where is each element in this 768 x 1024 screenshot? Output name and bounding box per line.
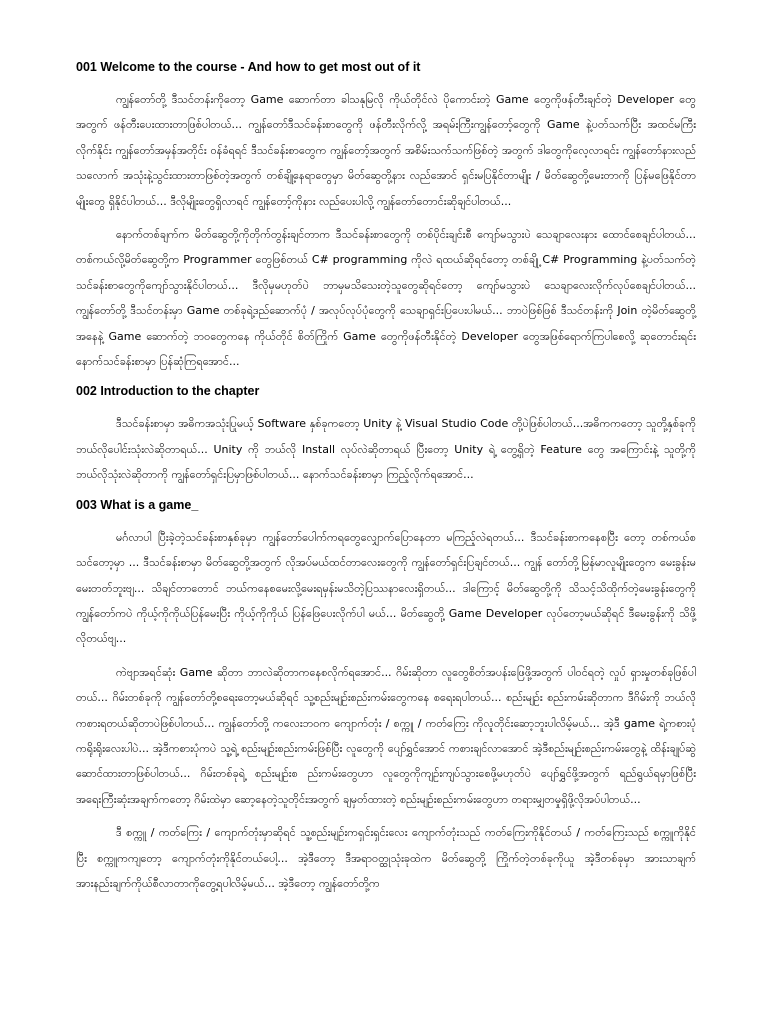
paragraph: ဒီသင်ခန်းစာမှာ အဓိကအသုံးပြုမယ့် Software နှစ်ခုကတော့ Unity နဲ့ Visual Studio Code တို့ပဲဖြစ်ပါတယ်...အဓိကကတော့ သူတို့နှစ်ခုကို ဘယ်လိုပေါင်းသုံးလဲဆိုတာရယ်... Unity ကို ဘယ်လို Install လုပ်လဲဆိုတာရယ် ပြီးတော့ Unity ရဲ့ တွေ့ရှိတဲ့ Feature တွေ အကြောင်းနဲ့ သူတို့ကိုဘယ်လိုသုံးလဲဆိုတာကို ကျွန်တော်ရှင်းပြမှာဖြစ်ပါတယ်... နောက်သင်ခန်းစာမှာ ကြည့်လိုက်ရအောင်... xyxy=(76,417,696,482)
paragraph: ကျွန်တော်တို့ ဒီသင်တန်းကိုတော့ Game ဆောက်တာ ခါသနုမြလို ကိုယ်တိုင်လဲ ပိုကောင်းတဲ့ Game တွေကိုဖန်တီးချင်တဲ့ Developer တွေအတွက် ဖန်တီးပေးထားတာဖြစ်ပါတယ်... ကျွန်တော်ဒီသင်ခန်းစာတွေကို ဖန်တီးလိုက်လို့ အရမ်းကြီးကျွန်တော့်တွေကို Game နဲ့ပတ်သက်ပြီး အထင်မကြီးလိုက်နိုင်း ကျွန်တော်အမှန်အတိုင်း ဝန်ခံရရင် ဒီသင်ခန်းစာတွေက ကျွန်တော့်အတွက် အစိမ်းသက်သက်ဖြစ်တဲ့ အတွက် ဒါတွေကိုလေ့လာရင်း ကျွန်တော်နားလည်သလောက် အသုံးနဲ့သွင်းထားတာဖြစ်တဲ့အတွက် တစ်ချို့နေရာတွေမှာ မိတ်ဆွေတို့နား လည်အောင် ရှင်းမပြနိုင်တာမျိုး / မိတ်ဆွေတို့မေးတာကို ပြန်မဖြေနိုင်တာမျိုးတွေ ရှိနိုင်ပါတယ်... ဒီလိုမျိုးတွေရှိလာရင် ကျွန်တော့်ကိုနား လည်ပေးပါလို့ ကျွန်တော်တောင်းဆိုချင်ပါတယ်... xyxy=(76,93,696,208)
section-welcome xyxy=(76,58,696,374)
section-what-is-a-game xyxy=(76,496,696,897)
paragraph: နောက်တစ်ချက်က မိတ်ဆွေတို့ကိုတိုက်တွန်းချင်တာက ဒီသင်ခန်းစာတွေကို တစ်ပိုင်းချင်းစီ ကျော်မသွားပဲ သေချာလေးနား ထောင်စေချင်ပါတယ်... တစ်ကယ်လို့မိတ်ဆွေတို့က Programmer တွေဖြစ်တယ် C# programming ကိုလဲ ရထယ်ဆိုရင်တော့ တစ်ချို့ C# Programming နဲ့ပတ်သက်တဲ့သင်ခန်းစာတွေကိုကျော်သွားနိုင်ပါတယ်... ဒီလိုမှမဟုတ်ပဲ ဘာမှမသိသေးတဲ့သူတွေဆိုရင်တော့ ကျော်မသွားပဲ သေချာလေးလိုက်လုပ်စေချင်ပါတယ်... ကျွန်တော်တို့ ဒီသင်တန်းမှာ Game တစ်ခုရဲ့ဒည်ဆောက်ပုံ / အလုပ်လုပ်ပုံတွေကို သေချာရှင်းပြပေးပါမယ်... ဘာပဲဖြစ်ဖြစ် ဒီသင်တန်းကို Join တဲ့မိတ်ဆွေတို့အနေနဲ့ Game ဆောက်တဲ့ ဘဝတွေကနေ ကိုယ်တိုင် စိတ်ကြိုက် Game တွေကိုဖန်တီးနိုင်တဲ့ Developer တွေအဖြစ်ရောက်ကြပါစေလို့ ဆုတောင်းရင်း နောက်သင်ခန်းစာမှာ ပြန်ဆုံကြရအောင်... xyxy=(76,228,696,369)
section-heading: 003 What is a game_ xyxy=(76,497,199,512)
section-introduction xyxy=(76,382,696,487)
section-heading: 002 Introduction to the chapter xyxy=(76,384,260,399)
section-heading: 001 Welcome to the course - And how to get most out of it xyxy=(76,60,421,74)
paragraph: ဒီ စက္ကူ / ကတ်ကြေး / ကျောက်တုံးမှာဆိုရင် သူ့စည်းမျဉ်းကရှင်းရှင်းလေး ကျောက်တုံးသည် ကတ်ကြေးကိုနိုင်တယ် / ကတ်ကြေးသည် စက္ကူကိုနိုင်ပြီး စက္ကူကကျတော့ ကျောက်တုံးကိုနိုင်တယ်ပေါ့... အဲ့ဒီတော့ ဒီအရာဝတ္ထုသုံးခုထဲက မိတ်ဆွေတို့ ကြိုက်တဲ့တစ်ခုကိုယူ အဲ့ဒီတစ်ခုမှာ အားသာချက် အားနည်းချက်ကိုယ်စီလာတာကိုတွေ့ရပါလိမ့်မယ်... အဲ့ဒီတော့ ကျွန်တော်တို့က xyxy=(76,826,696,890)
paragraph: မင်္ဂလာပါ ပြီးခဲ့တဲ့သင်ခန်းစာနှစ်ခုမှာ ကျွန်တော်ပေါက်ကရတွေလျှောက်ပြောနေတာ မကြည့်လဲရတယ်... ဒီသင်ခန်းစာကနေစပြီး တော့ တစ်ကယ်စသင်တော့မှာ ... ဒီသင်ခန်းစာမှာ မိတ်ဆွေတို့အတွက် လိုအပ်မယ်ထင်တာလေးတွေကို ကျွန်တော်ရှင်းပြချင်တယ်... ကျွန် တော်တို့မြန်မာလူမျိုးတွေက မေးခွန်းမမေးတတ်ဘူးဗျ... သိချင်တာတောင် ဘယ်ကနေစမေးလို့မေးရမှန်းမသိတဲ့ပြဿနာလေးရှိတယ်... ဒါကြောင့် မိတ်ဆွေတို့ကို သိသင့်သိထိုက်တဲ့မေးခွန်းတွေကို ကျွန်တော်ကပဲ ကိုယ့်ကိုကိုယ်ပြန်မေးပြီး ကိုယ့်ကိုကိုယ် ပြန်ဖြေပေးလိုက်ပါ မယ်... မိတ်ဆွေတို့ Game Developer လုပ်တော့မယ်ဆိုရင် ဒီမေးခွန်းကို သိဖို့လိုတယ်ဗျ... xyxy=(76,530,696,646)
paragraph: ကဲဗျာအရင်ဆုံး Game ဆိုတာ ဘာလဲဆိုတာကနေစလိုက်ရအောင်... ဂိမ်းဆိုတာ လူတွေစိတ်အပန်းဖြေဖို့အတွက် ပါဝင်ရတဲ့ လှုပ် ရှားမှုတစ်ခုဖြစ်ပါတယ်... ဂိမ်းတစ်ခုကို ကျွန်တော်တို့စရေးတော့မယ်ဆိုရင် သူ့စည်းမျဉ်းစည်းကမ်းတွေကနေ စရေးရပါတယ်... စည်းမျဉ်း စည်းကမ်းဆိုတာက ဒီဂိမ်းကို ဘယ်လိုကစားရတယ်ဆိုတာပဲဖြစ်ပါတယ်... ကျွန်တော်တို့ ကလေးဘဝက ကျောက်တုံး / စက္ကူ / ကတ်ကြေး ကိုလူတိုင်းဆော့ဘူးပါလိမ့်မယ်... အဲ့ဒီ game ရဲ့ကစားပုံကရိုးရိုးလေးပါပဲ... အဲ့ဒီကစားပုံကပဲ သူ့ရဲ့ စည်းမျဉ်းစည်းကမ်းဖြစ်ပြီး လူတွေကို ပျော်ရွှင်အောင် ကစားချင်လာအောင် အဲ့ဒီစည်းမျဉ်းစည်းကမ်းတွေနဲ့ ထိန်းချုပ်ဆွဲဆောင်ထားတာဖြစ်ပါတယ်... ဂိမ်းတစ်ခုရဲ့ စည်းမျဉ်းစ ည်းကမ်းတွေဟာ လူတွေကိုကျဉ်းကျပ်သွားစေဖို့မဟုတ်ပဲ ပျော်ရွှင်ဖို့အတွက် ရည်ရွယ်ရမှာဖြစ်ပြီး အရေးကြီးဆုံးအချက်ကတော့ ဂိမ်းထဲမှာ ဆော့နေတဲ့သူတိုင်းအတွက် ချမှတ်ထားတဲ့ စည်းမျဉ်းစည်းကမ်းတွေဟာ တရားမျှတမှုရှိဖို့လိုအပ်ပါတယ်... xyxy=(76,665,696,806)
